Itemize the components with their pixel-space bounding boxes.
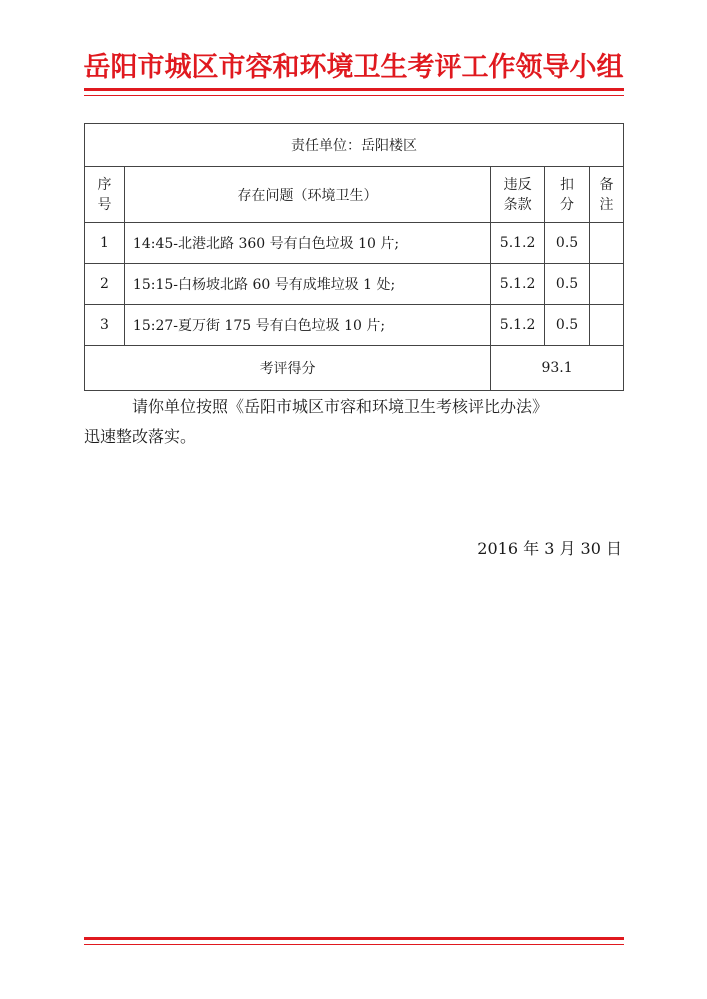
table-header-row — [85, 167, 624, 223]
cell-issue: 14:45-北港北路 360 号有白色垃圾 10 片; — [124, 223, 490, 264]
footer-rule-thick — [84, 937, 624, 940]
footer-rule-thin — [84, 944, 624, 945]
cell-seq: 2 — [85, 264, 125, 305]
cell-remark — [590, 264, 624, 305]
table-score-row — [85, 346, 624, 391]
cell-deduct: 0.5 — [545, 264, 590, 305]
col-header-issue: 存在问题（环境卫生） — [124, 167, 490, 223]
table-unit-row — [85, 124, 624, 167]
table-row — [85, 223, 624, 264]
cell-clause: 5.1.2 — [491, 264, 545, 305]
inspection-table — [84, 123, 624, 391]
header-rule-thick — [84, 88, 624, 91]
cell-issue: 15:27-夏万街 175 号有白色垃圾 10 片; — [124, 305, 490, 346]
cell-remark — [590, 305, 624, 346]
col-header-remark: 备 注 — [590, 167, 624, 223]
notice-paragraph — [84, 392, 624, 452]
col-header-violation: 违反 条款 — [491, 167, 545, 223]
cell-remark — [590, 223, 624, 264]
score-label: 考评得分 — [85, 346, 491, 391]
table-row — [85, 305, 624, 346]
document-header-title: 岳阳市城区市容和环境卫生考评工作领导小组 — [83, 52, 624, 83]
cell-seq: 3 — [85, 305, 125, 346]
cell-clause: 5.1.2 — [491, 305, 545, 346]
cell-deduct: 0.5 — [545, 223, 590, 264]
cell-clause: 5.1.2 — [491, 223, 545, 264]
issue-date: 2016 年 3 月 30 日 — [477, 539, 622, 558]
cell-seq: 1 — [85, 223, 125, 264]
notice-line-1: 请你单位按照《岳阳市城区市容和环境卫生考核评比办法》 — [132, 397, 549, 416]
col-header-seq: 序 号 — [85, 167, 125, 223]
score-value: 93.1 — [491, 346, 624, 391]
table-row — [85, 264, 624, 305]
responsible-unit: 责任单位：岳阳楼区 — [85, 124, 624, 167]
notice-line-2: 迅速整改落实。 — [84, 427, 197, 446]
cell-deduct: 0.5 — [545, 305, 590, 346]
header-rule-thin — [84, 95, 624, 96]
cell-issue: 15:15-白杨坡北路 60 号有成堆垃圾 1 处; — [124, 264, 490, 305]
col-header-deduct: 扣 分 — [545, 167, 590, 223]
